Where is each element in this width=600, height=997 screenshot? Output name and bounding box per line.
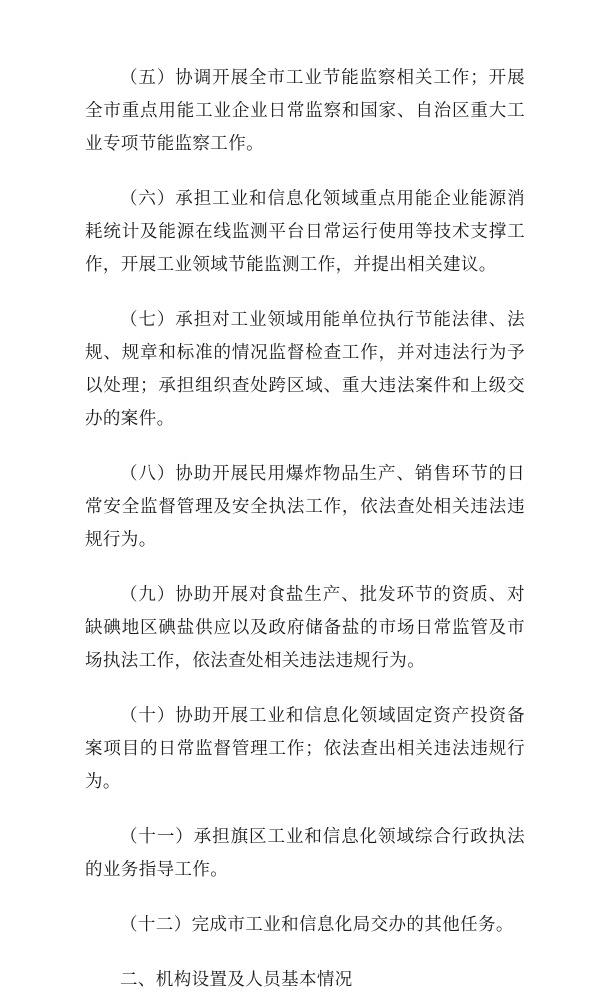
- duty-item-8: （八）协助开展民用爆炸物品生产、销售环节的日常安全监督管理及安全执法工作，依法查处相关违法违规行为。: [85, 464, 525, 550]
- section-heading: 二、机构设置及人员基本情况: [120, 970, 353, 990]
- duty-item-7: （七）承担对工业领域用能单位执行节能法律、法规、规章和标准的情况监督检查工作，并对违法行为予以处理；承担组织查处跨区域、重大违法案件和上级交办的案件。: [85, 310, 525, 429]
- document-body: [85, 62, 525, 997]
- duty-item-10: （十）协助开展工业和信息化领域固定资产投资备案项目的日常监督管理工作；依法查出相关违法违规行为。: [85, 706, 525, 792]
- duty-item-11: （十一）承担旗区工业和信息化领域综合行政执法的业务指导工作。: [85, 827, 525, 880]
- duty-item-6: （六）承担工业和信息化领域重点用能企业能源消耗统计及能源在线监测平台日常运行使用等技术支撑工作，开展工业领域节能监测工作，并提出相关建议。: [85, 189, 525, 275]
- duty-item-9: （九）协助开展对食盐生产、批发环节的资质、对缺碘地区碘盐供应以及政府储备盐的市场日常监管及市场执法工作，依法查处相关违法违规行为。: [85, 585, 525, 671]
- duty-item-5: （五）协调开展全市工业节能监察相关工作；开展全市重点用能工业企业日常监察和国家、自治区重大工业专项节能监察工作。: [85, 68, 525, 154]
- duty-item-12: （十二）完成市工业和信息化局交办的其他任务。: [120, 915, 514, 935]
